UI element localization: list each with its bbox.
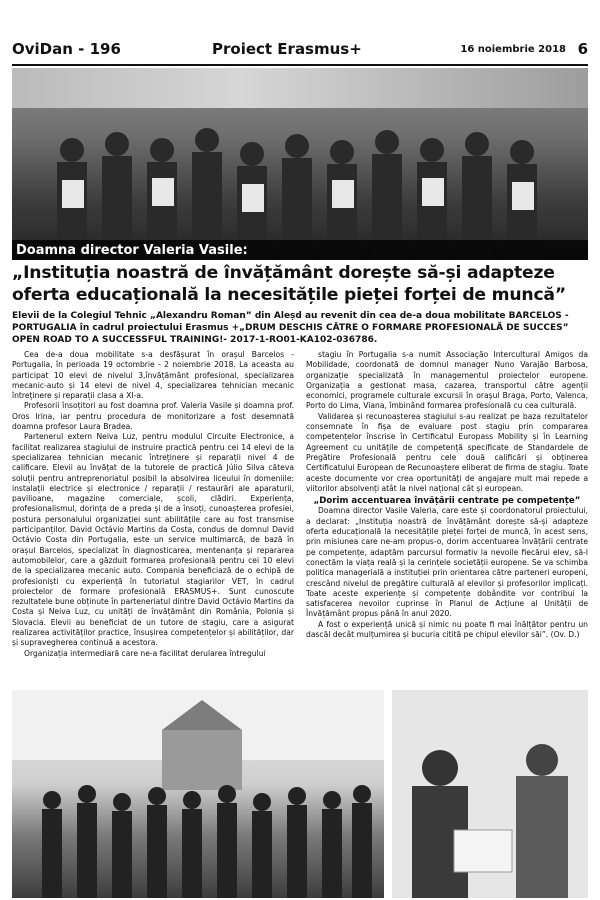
page-number: 6 (577, 40, 588, 58)
paragraph: Organizația intermediară care ne-a facilitat derularea întregului (24, 648, 266, 658)
town-group-silhouettes (12, 690, 384, 898)
publication-issue: OviDan - 196 (12, 40, 121, 58)
group-photo-town (12, 690, 384, 898)
article-column-left (12, 350, 294, 659)
page-header (12, 40, 588, 66)
students-silhouettes (32, 110, 572, 260)
paragraph: Validarea și recunoașterea stagiului s-au realizat pe baza rezultatelor consemnate în fișa de evaluare post stagiu prin compararea competențelor înscrise în Certificatul Europass Mobility și în Learning Agreement cu unitățile de competență specificate de Standardele de Pregătire Profesională pentru cele două calificări și obținerea Certificatului European de Recunoaștere eliberat de firma de stagiu. Toate aceste documente vor crea oportunități de angajare mult mai repede a viitorilor absolvenți atât la nivel național cât și european. (306, 411, 588, 493)
article-column-right (306, 350, 588, 640)
paragraph: Partenerul extern Neiva Luz, pentru modulul Circuite Electronice, a facilitat realizarea stagiului de instruire practică pentru cei 14 elevi de la specializarea tehnician mecanic întreținere și reparații nivel 4 de calificare. Elevii au învățat de la tutorele de practică Júlio Silva căteva soluții pentru antreprenoriatul posibil la absolvirea liceului în domeniile: instalații electrice și electronice / reparații / restaurări ale aparaturii, pavilioane, magazine comerciale, școli, clădiri. Experiența, profesionalismul, dorința de a preda și de a însoți, cunoașterea profesiei, postura personalului organizației sunt abilitățile care au fost transmise participanților. David Octávio Martins da Costa, condus de domnul David Octávio Costa din Portugalia, este un service multimarcă, de bază în orașul Barcelos, specializat în diagnosticarea, mentenanța și repararea automobilelor, care a găzduit formarea profesională pentru cei 10 elevi de la specializarea mecanic auto. Compania beneficiază de o echipă de profesioniști cu experiență în tutoriatul stagiarilor VET, în cadrul proiectelor de formare profesională ERASMUS+. Sunt cunoscute rezultatele bune obținute în parteneriatul dintre David Octávio Martins da Costa și Neiva Luz, cu unități de învățământ din România, Polonia și Slovacia. Elevii au beneficiat de un tutore de stagiu, care a asigurat realizarea activităților practice, însușirea competențelor și abilităților, dar și supravegherea continuă a acestora. (12, 432, 294, 648)
building-roof (12, 68, 588, 108)
certificate-scene (392, 690, 588, 898)
group-photo-students (12, 68, 588, 260)
paragraph: Cea de-a doua mobilitate s-a desfășurat în orașul Barcelos - Portugalia, în perioada 19 octombrie - 2 noiembrie 2018. La aceasta au participat 10 elevi de nivelul 3,învățământ profesional, specializarea mecanic-auto și 14 elevi de nivel 4, specializarea tehnician mecanic întreținere și reparații clasa a XI-a. (12, 350, 294, 401)
subheading-quote: „Dorim accentuarea învățării centrate pe competențe” (313, 496, 581, 507)
article-headline: „Instituția noastră de învățământ dorește să-și adapteze oferta educațională la necesitățile pieței forței de muncă” (12, 263, 566, 305)
article-lead: Elevii de la Colegiul Tehnic „Alexandru Roman” din Aleșd au revenit din cea de-a doua mobilitate BARCELOS - PORTUGALIA în cadrul proiectului Erasmus +„DRUM DESCHIS CĂTRE O FORMARE PROFESIONALĂ DE SUCCES” OPEN ROAD TO A SUCCESSFUL TRAINING!- 2017-1-RO01-KA102-036786. (12, 311, 569, 345)
paragraph: A fost o experiență unică și nimic nu poate fi mai înălțător pentru un dascăl decât mulțumirea și bucuria citită pe chipul elevilor săi”. (Ov. D.) (306, 619, 588, 640)
photo-caption: Doamna director Valeria Vasile: (16, 243, 248, 258)
paragraph: Doamna director Vasile Valeria, care este și coordonatorul proiectului, a declarat: „Instituția noastră de învățământ dorește să-și adapteze oferta educațională la necesitățile pieței forței de muncă, în acest sens, prin misiunea care ne-am propus-o, dorim accentuarea învățării centrate pe competențe, adaptăm parcursul formativ la nevoile fiecărui elev, să-l conectăm la viața reală și la cerințele societății europene. Se va schimba politica managerială a instituției prin orientarea către parteneri europeni, crescând nivelul de pregătire culturală al elevilor și profesorilor implicați. Toate aceste experiențe și competențe dobândite vor contribui la satisfacerea nevoilor cuprinse în Planul de Acțiune al Unității de Învățământ propus până în anul 2020. (306, 506, 588, 619)
section-title: Proiect Erasmus+ (212, 40, 362, 58)
issue-date: 16 noiembrie 2018 (460, 44, 566, 55)
certificate-photo (392, 690, 588, 898)
paragraph: Profesorii însoțitori au fost doamna prof. Valeria Vasile și doamna prof. Oros Irina, iar pentru procedura de monitorizare a fost desemnată doamna profesor Laura Bradea. (12, 401, 294, 432)
paragraph: stagiu în Portugalia s-a numit Associação Intercultural Amigos da Mobilidade, coordonată de domnul manager Nuno Varajão Barbosa, organizație specializată în managementul proiectelor europene. Organizația a gestionat masa, cazarea, transportul către agenții economici, programele culturale excursii în orașul Braga, Porto, Valenca, Porto do Lima, Viana, îmbinând formarea profesională cu cea culturală. (306, 350, 588, 411)
